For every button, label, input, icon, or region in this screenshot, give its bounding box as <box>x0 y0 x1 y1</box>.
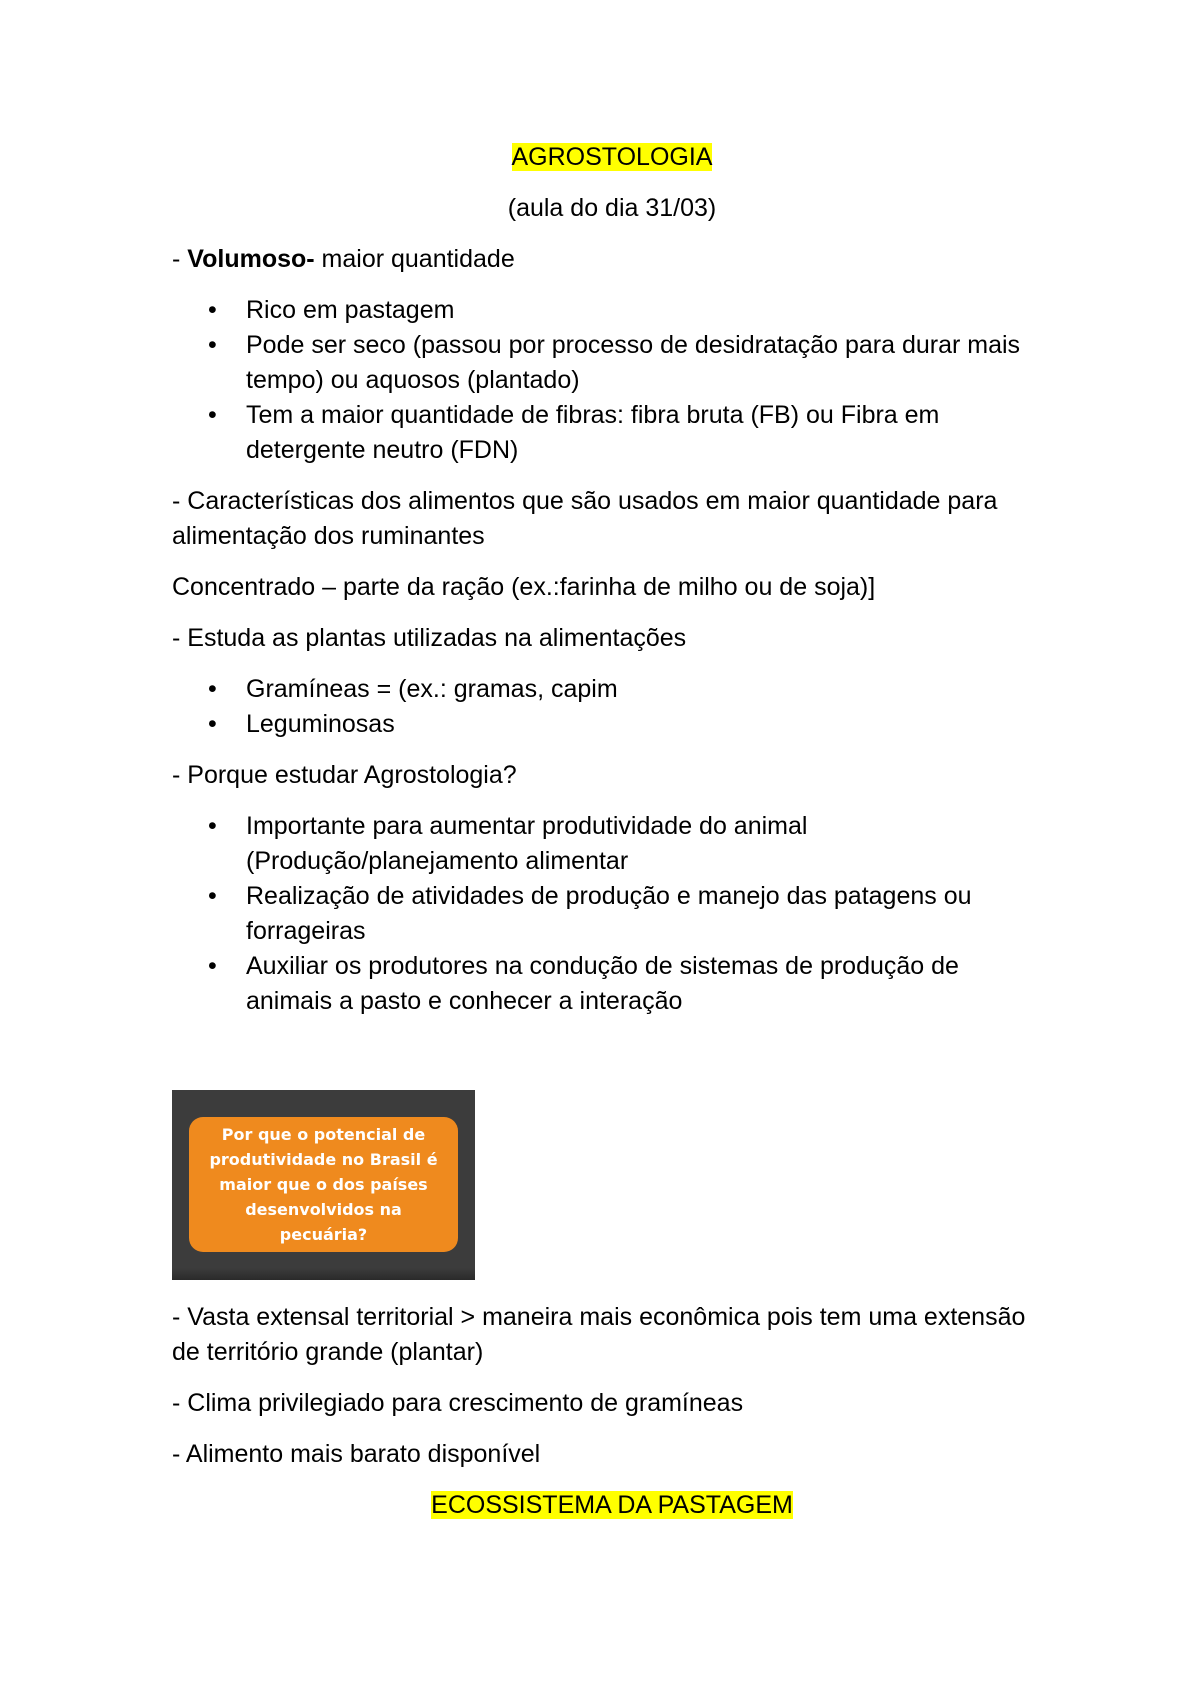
list-item: • Tem a maior quantidade de fibras: fibra bruta (FB) ou Fibra em detergente neutro (FDN) <box>172 398 1052 468</box>
image-bottom-edge <box>172 1268 475 1280</box>
title-highlight: AGROSTOLOGIA <box>511 143 713 171</box>
estuda-list <box>172 672 1052 742</box>
list-item: • Rico em pastagem <box>172 293 1052 328</box>
question-card: Por que o potencial de produtividade no Brasil é maior que o dos países desenvolvidos na pecuária? <box>189 1117 458 1252</box>
document-body <box>172 140 1052 1019</box>
reason-paragraph: - Clima privilegiado para crescimento de gramíneas <box>172 1389 744 1417</box>
lesson-date: (aula do dia 31/03) <box>507 194 717 222</box>
reason-paragraph: - Alimento mais barato disponível <box>172 1440 541 1468</box>
section-title-highlight: ECOSSISTEMA DA PASTAGEM <box>431 1491 793 1519</box>
page-title <box>172 140 1052 175</box>
porque-paragraph: - Porque estudar Agrostologia? <box>172 761 517 789</box>
estuda-paragraph: - Estuda as plantas utilizadas na alimentações <box>172 624 687 652</box>
volumoso-heading <box>172 242 1052 277</box>
concentrado-paragraph: Concentrado – parte da ração (ex.:farinha de milho ou de soja)] <box>172 573 876 601</box>
list-item: • Pode ser seco (passou por processo de desidratação para durar mais tempo) ou aquosos (plantado) <box>172 328 1052 398</box>
reasons-section <box>172 1300 1052 1523</box>
caracteristicas-paragraph: - Características dos alimentos que são usados em maior quantidade para alimentação dos ruminantes <box>172 487 998 550</box>
list-item: • Leguminosas <box>172 707 1052 742</box>
list-item: • Gramíneas = (ex.: gramas, capim <box>172 672 1052 707</box>
volumoso-rest: maior quantidade <box>314 245 515 273</box>
question-image <box>172 1090 475 1280</box>
volumoso-list <box>172 293 1052 468</box>
reason-paragraph: - Vasta extensal territorial > maneira mais econômica pois tem uma extensão de território grande (plantar) <box>172 1303 1026 1366</box>
volumoso-dash: - <box>172 245 188 273</box>
list-item: • Importante para aumentar produtividade do animal (Produção/planejamento alimentar <box>172 809 1052 879</box>
list-item: • Realização de atividades de produção e manejo das patagens ou forrageiras <box>172 879 1052 949</box>
list-item: • Auxiliar os produtores na condução de sistemas de produção de animais a pasto e conhecer a interação <box>172 949 1052 1019</box>
section-title <box>172 1488 1052 1523</box>
volumoso-term: Volumoso- <box>187 245 315 273</box>
porque-list <box>172 809 1052 1019</box>
